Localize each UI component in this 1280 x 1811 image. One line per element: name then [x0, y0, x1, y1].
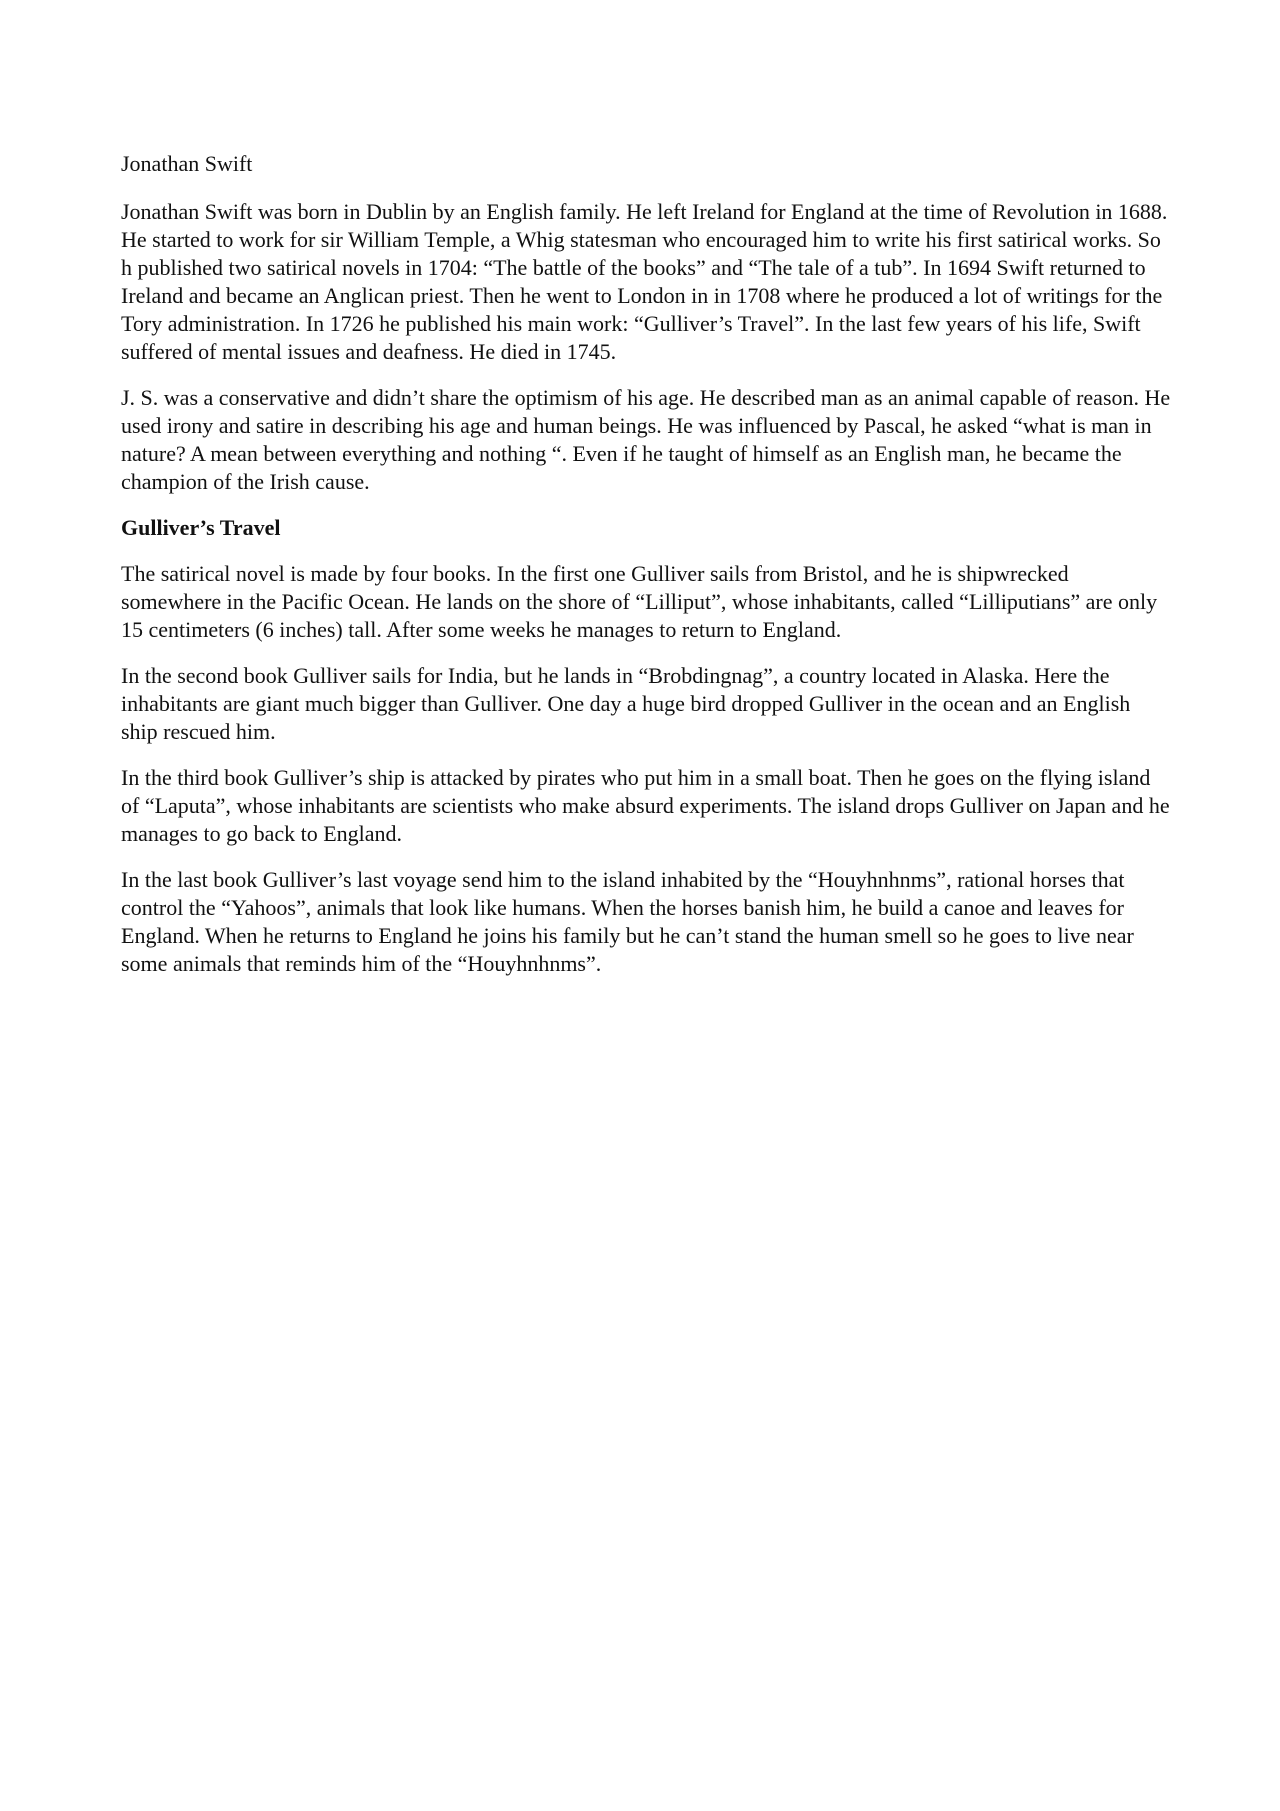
document-page — [121, 150, 1171, 996]
book-one-paragraph: The satirical novel is made by four books. In the first one Gulliver sails from Bristol, and he is shipwrecked somewhere in the Pacific Ocean. He lands on the shore of “Lilliput”, whose inhabitants, called “Lilliputians” are only 15 centimeters (6 inches) tall. After some weeks he manages to return to England. — [121, 561, 1158, 642]
biography-paragraph: Jonathan Swift was born in Dublin by an English family. He left Ireland for England at the time of Revolution in 1688. He started to work for sir William Temple, a Whig statesman who encouraged him to write his first satirical works. So h published two satirical novels in 1704: “The battle of the books” and “The tale of a tub”. In 1694 Swift returned to Ireland and became an Anglican priest. Then he went to London in in 1708 where he produced a lot of writings for the Tory administration. In 1726 he published his main work: “Gulliver’s Travel”. In the last few years of his life, Swift suffered of mental issues and deafness. He died in 1745. — [121, 199, 1168, 364]
section-heading: Gulliver’s Travel — [121, 515, 281, 540]
views-paragraph: J. S. was a conservative and didn’t share the optimism of his age. He described man as an animal capable of reason. He used irony and satire in describing his age and human beings. He was influenced by Pascal, he asked “what is man in nature? A mean between everything and nothing “. Even if he taught of himself as an English man, he became the champion of the Irish cause. — [121, 385, 1171, 494]
book-four-paragraph: In the last book Gulliver’s last voyage send him to the island inhabited by the “Houyhnhnms”, rational horses that control the “Yahoos”, animals that look like humans. When the horses banish him, he build a canoe and leaves for England. When he returns to England he joins his family but he can’t stand the human smell so he goes to live near some animals that reminds him of the “Houyhnhnms”. — [121, 867, 1134, 976]
book-three-paragraph: In the third book Gulliver’s ship is attacked by pirates who put him in a small boat. Then he goes on the flying island of “Laputa”, whose inhabitants are scientists who make absurd experiments. The island drops Gulliver on Japan and he manages to go back to England. — [121, 765, 1170, 846]
book-two-paragraph: In the second book Gulliver sails for India, but he lands in “Brobdingnag”, a country located in Alaska. Here the inhabitants are giant much bigger than Gulliver. One day a huge bird dropped Gulliver in the ocean and an English ship rescued him. — [121, 663, 1131, 744]
document-title: Jonathan Swift — [121, 151, 253, 176]
